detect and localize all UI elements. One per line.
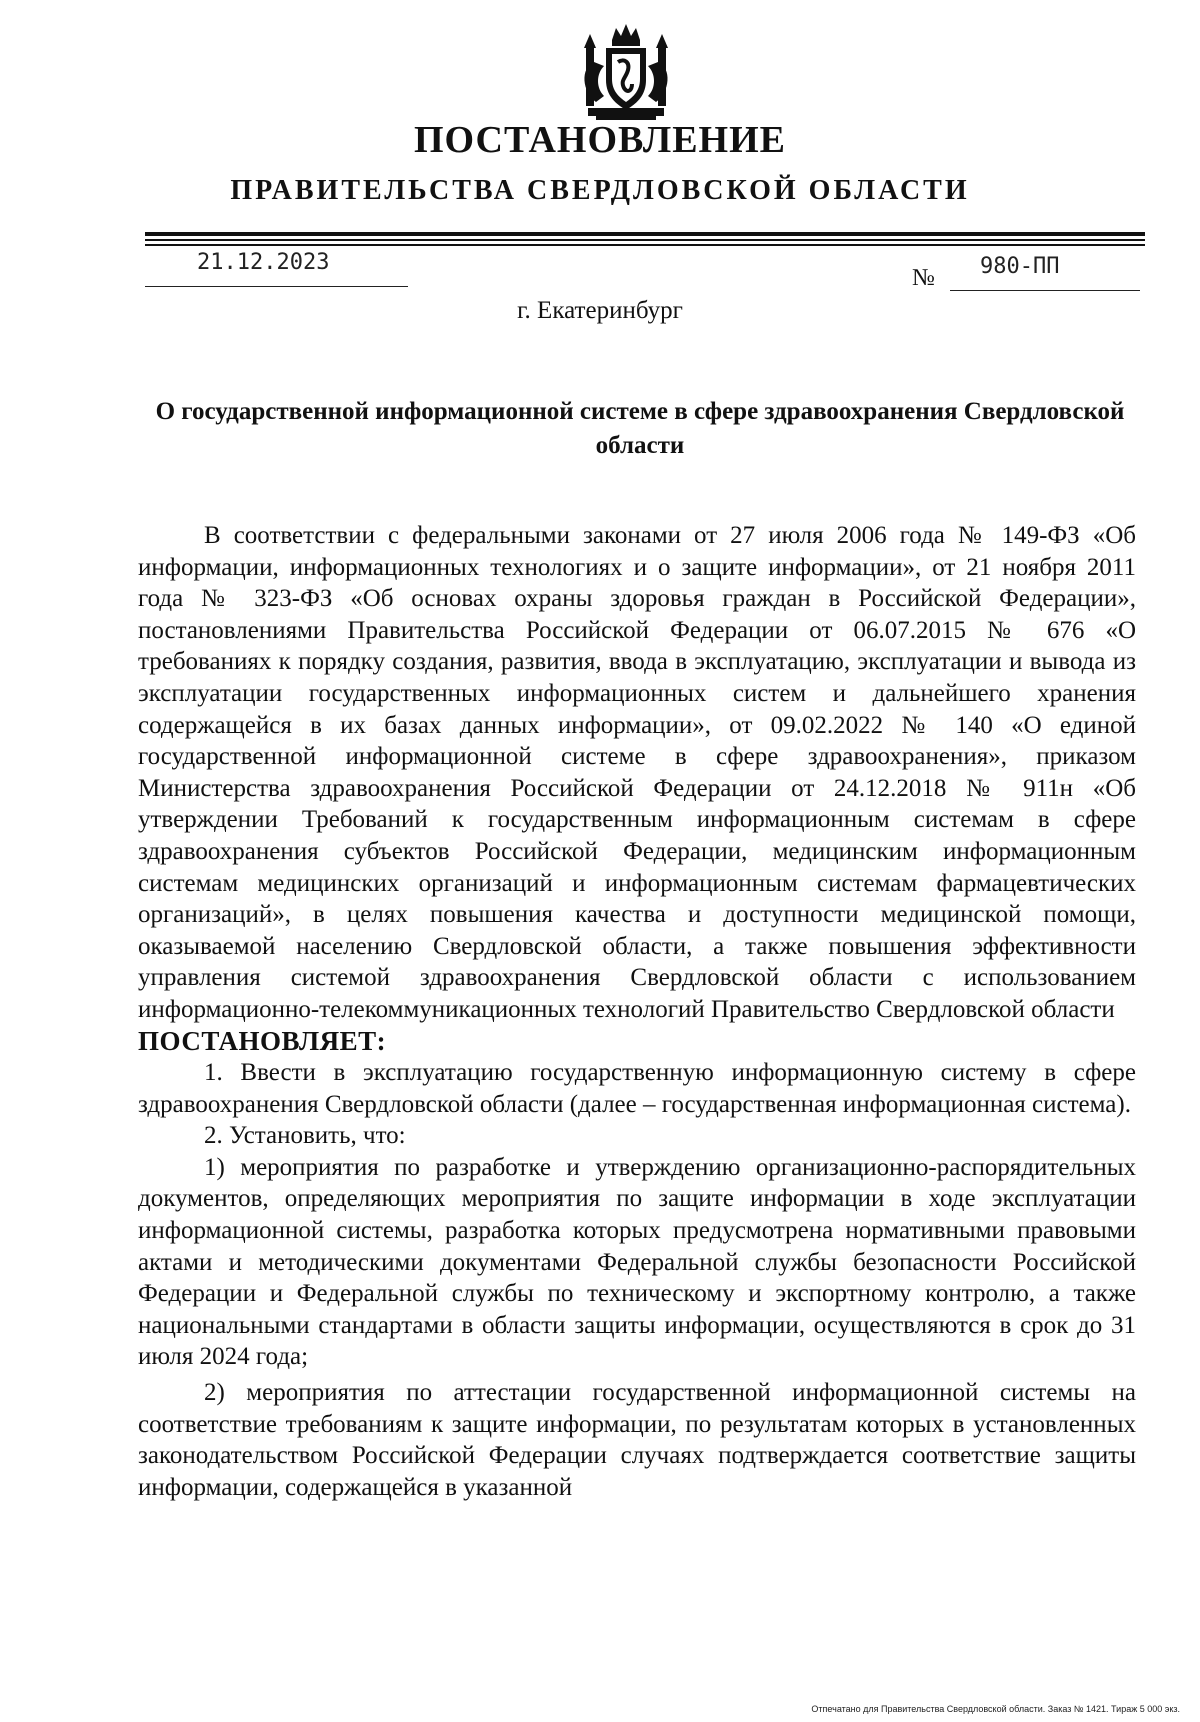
date-field (145, 250, 408, 287)
header-rule (145, 239, 1145, 241)
item-2-paragraph: 2. Установить, что: (204, 1122, 406, 1150)
document-kind-heading: ПОСТАНОВЛЕНИЕ (413, 119, 787, 161)
number-field (950, 252, 1140, 291)
print-imprint: Отпечатано для Правительства Свердловской области. Заказ № 1421. Тираж 5 000 экз. (811, 1704, 1180, 1714)
coat-of-arms-emblem (574, 22, 678, 122)
header-rule (145, 232, 1145, 236)
document-number: 980-ПП (980, 254, 1060, 279)
preamble-paragraph: В соответствии с федеральными законами от 27 июля 2006 года № 149-ФЗ «Об информации, информационных технологиях и о защите информации», от 21 ноября 2011 года № 323-ФЗ «Об основах охраны здоровья граждан в Российской Федерации», постановлениями Правительства Российской Федерации от 06.07.2015 № 676 «О требованиях к порядку создания, развития, ввода в эксплуатацию, эксплуатации и вывода из эксплуатации государственных информационных систем и дальнейшего хранения содержащейся в их базах данных информации», от 09.02.2022 № 140 «О единой государственной информационной системе в сфере здравоохранения», приказом Министерства здравоохранения Российской Федерации от 24.12.2018 № 911н «Об утверждении Требований к государственным информационным системам в сфере здравоохранения субъектов Российской Федерации, медицинским информационным системам медицинских организаций и информационным системам фармацевтических организаций», в целях повышения качества и доступности медицинской помощи, оказываемой населению Свердловской области, а также повышения эффективности управления системой здравоохранения Свердловской области с использованием информационно-телекоммуникационных технологий Правительство Свердловской области (138, 522, 1136, 1023)
item-2-2-paragraph: 2) мероприятия по аттестации государственной информационной системы на соответствие требованиям к защите информации, по результатам которых в установленных законодательством Российской Федерации случаях подтверждается соответствие защиты информации, содержащейся в указанной (138, 1379, 1136, 1501)
document-title: О государственной информационной системе в сфере здравоохранения Свердловской области (155, 398, 1125, 459)
item-2-1-paragraph: 1) мероприятия по разработке и утверждению организационно-распорядительных документов, определяющих мероприятия по защите информации в ходе эксплуатации информационной системы, разработка которых предусмотрена нормативными правовыми актами и методическими документами Федеральной службы безопасности Российской Федерации и Федеральной службы по техническому и экспортному контролю, а также национальными стандартами в области защиты информации, осуществляются в срок до 31 июля 2024 года; (138, 1153, 1136, 1371)
document-body (138, 520, 1136, 1503)
item-1-paragraph: 1. Ввести в эксплуатацию государственную информационную систему в сфере здравоохранения Свердловской области (далее – государственная информационная система). (138, 1059, 1136, 1118)
header-rule (145, 244, 1145, 246)
number-sign: № (912, 265, 935, 291)
city-line: г. Екатеринбург (517, 297, 683, 324)
decree-word: ПОСТАНОВЛЯЕТ: (138, 1025, 387, 1056)
document-date: 21.12.2023 (197, 250, 330, 275)
issuer-heading: ПРАВИТЕЛЬСТВА СВЕРДЛОВСКОЙ ОБЛАСТИ (230, 175, 970, 206)
